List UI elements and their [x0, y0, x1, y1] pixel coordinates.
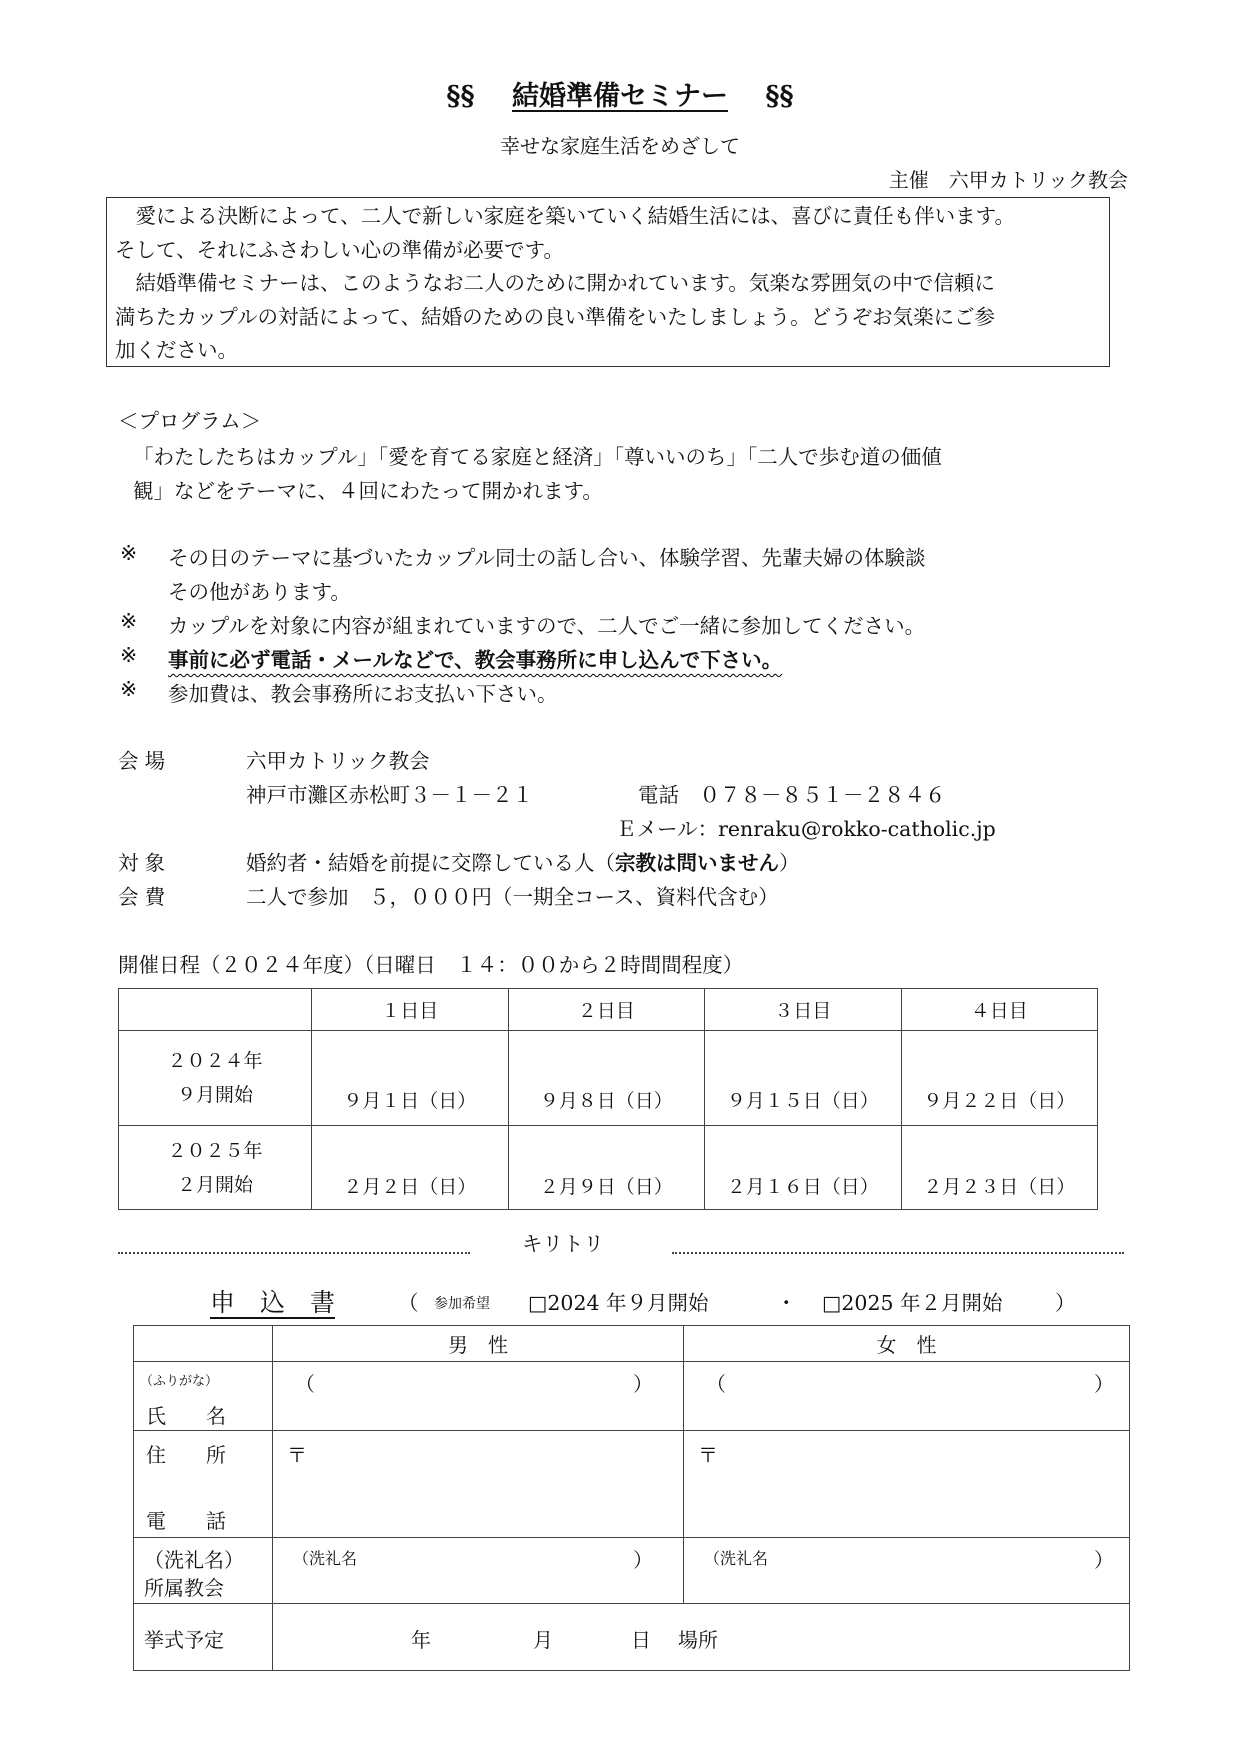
- venue-email: Ｅメール：renraku@rokko-catholic.jp: [616, 817, 996, 841]
- sponsor: 主催 六甲カトリック教会: [888, 168, 1128, 192]
- male-address-field[interactable]: [273, 1431, 684, 1538]
- wedding-label-cell: [134, 1604, 273, 1671]
- form-corner-cell: [134, 1326, 273, 1362]
- postal-mark: 〒: [287, 1443, 307, 1467]
- male-name-field[interactable]: [273, 1362, 684, 1431]
- phone-label: 電 話: [146, 1509, 226, 1533]
- section-marks-right: §§: [765, 81, 794, 112]
- schedule-header-cell: ４日目: [901, 989, 1098, 1031]
- important-note: 事前に必ず電話・メールなどで、教会事務所に申し込んで下さい。: [168, 648, 783, 672]
- paren-close: ）: [633, 1548, 653, 1572]
- schedule-date: ９月８日（日）: [508, 1031, 705, 1126]
- year-label: 年: [411, 1628, 431, 1652]
- name-label-cell: [134, 1362, 273, 1431]
- female-address-field[interactable]: [684, 1431, 1130, 1538]
- schedule-date: ９月１日（日）: [312, 1031, 509, 1126]
- male-church-field[interactable]: [273, 1538, 684, 1604]
- schedule-header-cell: [119, 989, 312, 1031]
- intro-box: [106, 197, 1110, 367]
- intro-line: そして、それにふさわしい心の準備が必要です。: [115, 237, 564, 262]
- month-label: 月: [533, 1628, 553, 1652]
- note-mark: ※: [120, 609, 138, 633]
- schedule-header-row: [119, 989, 1098, 1031]
- schedule-row: [119, 1031, 1098, 1126]
- form-paren-close: ）: [1055, 1291, 1076, 1315]
- schedule-table: [118, 988, 1098, 1210]
- schedule-row: [119, 1126, 1098, 1210]
- intro-line: 愛による決断によって、二人で新しい家庭を築いていく結婚生活には、喜びに責任も伴います。: [135, 204, 1015, 228]
- religion-note: 宗教は問いません: [615, 851, 779, 875]
- form-wedding-row: [134, 1604, 1130, 1671]
- male-column-header: 男 性: [273, 1326, 684, 1362]
- paren-close: ）: [633, 1372, 653, 1396]
- intro-line: 加ください。: [115, 338, 238, 362]
- schedule-date: ２月２３日（日）: [901, 1126, 1098, 1210]
- intro-line: 満ちたカップルの対話によって、結婚のための良い準備をいたしましょう。どうぞお気楽にご参: [115, 304, 996, 329]
- intro-line: 結婚準備セミナーは、このようなお二人のために開かれています。気楽な雰囲気の中で信頼に: [135, 271, 995, 295]
- address-label-cell: [134, 1431, 273, 1538]
- cut-line-left: [118, 1252, 470, 1254]
- schedule-heading: 開催日程（２０２４年度）（日曜日 １４：００から２時間間程度）: [118, 953, 744, 977]
- schedule-row-label: ２０２４年 ９月開始: [119, 1031, 312, 1126]
- place-label: 場所: [678, 1628, 718, 1652]
- section-marks-left: §§: [446, 81, 475, 112]
- form-address-row: [134, 1431, 1130, 1538]
- participation-hope-label: 参加希望: [434, 1296, 490, 1312]
- form-church-row: [134, 1538, 1130, 1604]
- option-sept-2024[interactable]: □2024 年９月開始: [528, 1291, 709, 1315]
- day-label: 日: [631, 1628, 651, 1652]
- wedding-plan-field[interactable]: [273, 1604, 1130, 1671]
- application-form: [133, 1325, 1130, 1671]
- seminar-title: 結婚準備セミナー: [512, 81, 728, 112]
- paren-open: （: [706, 1372, 726, 1396]
- schedule-date: ２月１６日（日）: [705, 1126, 902, 1210]
- paren-close: ）: [1094, 1372, 1114, 1396]
- postal-mark: 〒: [698, 1443, 718, 1467]
- schedule-header-cell: １日目: [312, 989, 509, 1031]
- target-text: 婚約者・結婚を前提に交際している人（宗教は問いません）: [246, 851, 800, 875]
- program-text: 「わたしたちはカップル」「愛を育てる家庭と経済」「尊いいのち」「二人で歩む道の価値: [133, 445, 942, 469]
- schedule-date: ２月９日（日）: [508, 1126, 705, 1210]
- paren-open: （: [295, 1372, 315, 1396]
- note-text: 参加費は、教会事務所にお支払い下さい。: [168, 682, 558, 706]
- form-paren-open: （: [398, 1291, 419, 1315]
- schedule-header-cell: ２日目: [508, 989, 705, 1031]
- venue-label: 会場: [118, 749, 172, 773]
- cut-line-label: キリトリ: [522, 1232, 604, 1256]
- venue-address: 神戸市灘区赤松町３－１－２１: [246, 783, 533, 807]
- parish-label: 所属教会: [144, 1576, 224, 1600]
- baptism-name-label: （洗礼名）: [144, 1548, 244, 1572]
- form-name-row: [134, 1362, 1130, 1431]
- form-header-row: [134, 1326, 1130, 1362]
- female-column-header: 女 性: [684, 1326, 1130, 1362]
- note-mark: ※: [120, 541, 138, 565]
- paren-close: ）: [1094, 1548, 1114, 1572]
- form-title: 申 込 書: [210, 1288, 336, 1317]
- venue-name: 六甲カトリック教会: [246, 749, 430, 773]
- baptism-name-prefix: （洗礼名: [293, 1549, 358, 1568]
- address-label: 住 所: [146, 1443, 226, 1467]
- target-label: 対象: [118, 851, 172, 875]
- note-text: カップルを対象に内容が組まれていますので、二人でご一緒に参加してください。: [168, 614, 926, 638]
- venue-phone: 電話 ０７８－８５１－２８４６: [638, 783, 946, 807]
- schedule-date: ２月２日（日）: [312, 1126, 509, 1210]
- note-text: その日のテーマに基づいたカップル同士の話し合い、体験学習、先輩夫婦の体験談: [168, 546, 926, 570]
- church-label-cell: [134, 1538, 273, 1604]
- subtitle: 幸せな家庭生活をめざして: [500, 134, 740, 158]
- name-label: 氏 名: [146, 1404, 226, 1428]
- schedule-header-cell: ３日目: [705, 989, 902, 1031]
- note-mark: ※: [120, 677, 138, 701]
- baptism-name-prefix: （洗礼名: [704, 1549, 769, 1568]
- wedding-plan-label: 挙式予定: [144, 1628, 224, 1652]
- schedule-row-label: ２０２５年 ２月開始: [119, 1126, 312, 1210]
- program-heading: ＜プログラム＞: [118, 409, 262, 433]
- fee-text: 二人で参加 ５，０００円（一期全コース、資料代含む）: [246, 885, 779, 909]
- fee-label: 会費: [118, 885, 172, 909]
- furigana-label: （ふりがな）: [140, 1374, 219, 1389]
- female-name-field[interactable]: [684, 1362, 1130, 1431]
- note-text: その他があります。: [168, 580, 351, 604]
- program-text: 観」などをテーマに、４回にわたって開かれます。: [133, 479, 603, 503]
- schedule-date: ９月１５日（日）: [705, 1031, 902, 1126]
- option-separator: ・: [776, 1291, 797, 1315]
- note-mark: ※: [120, 643, 138, 667]
- female-church-field[interactable]: [684, 1538, 1130, 1604]
- option-feb-2025[interactable]: □2025 年２月開始: [822, 1291, 1003, 1315]
- schedule-date: ９月２２日（日）: [901, 1031, 1098, 1126]
- page-title: [0, 74, 1240, 113]
- cut-line-right: [672, 1252, 1124, 1254]
